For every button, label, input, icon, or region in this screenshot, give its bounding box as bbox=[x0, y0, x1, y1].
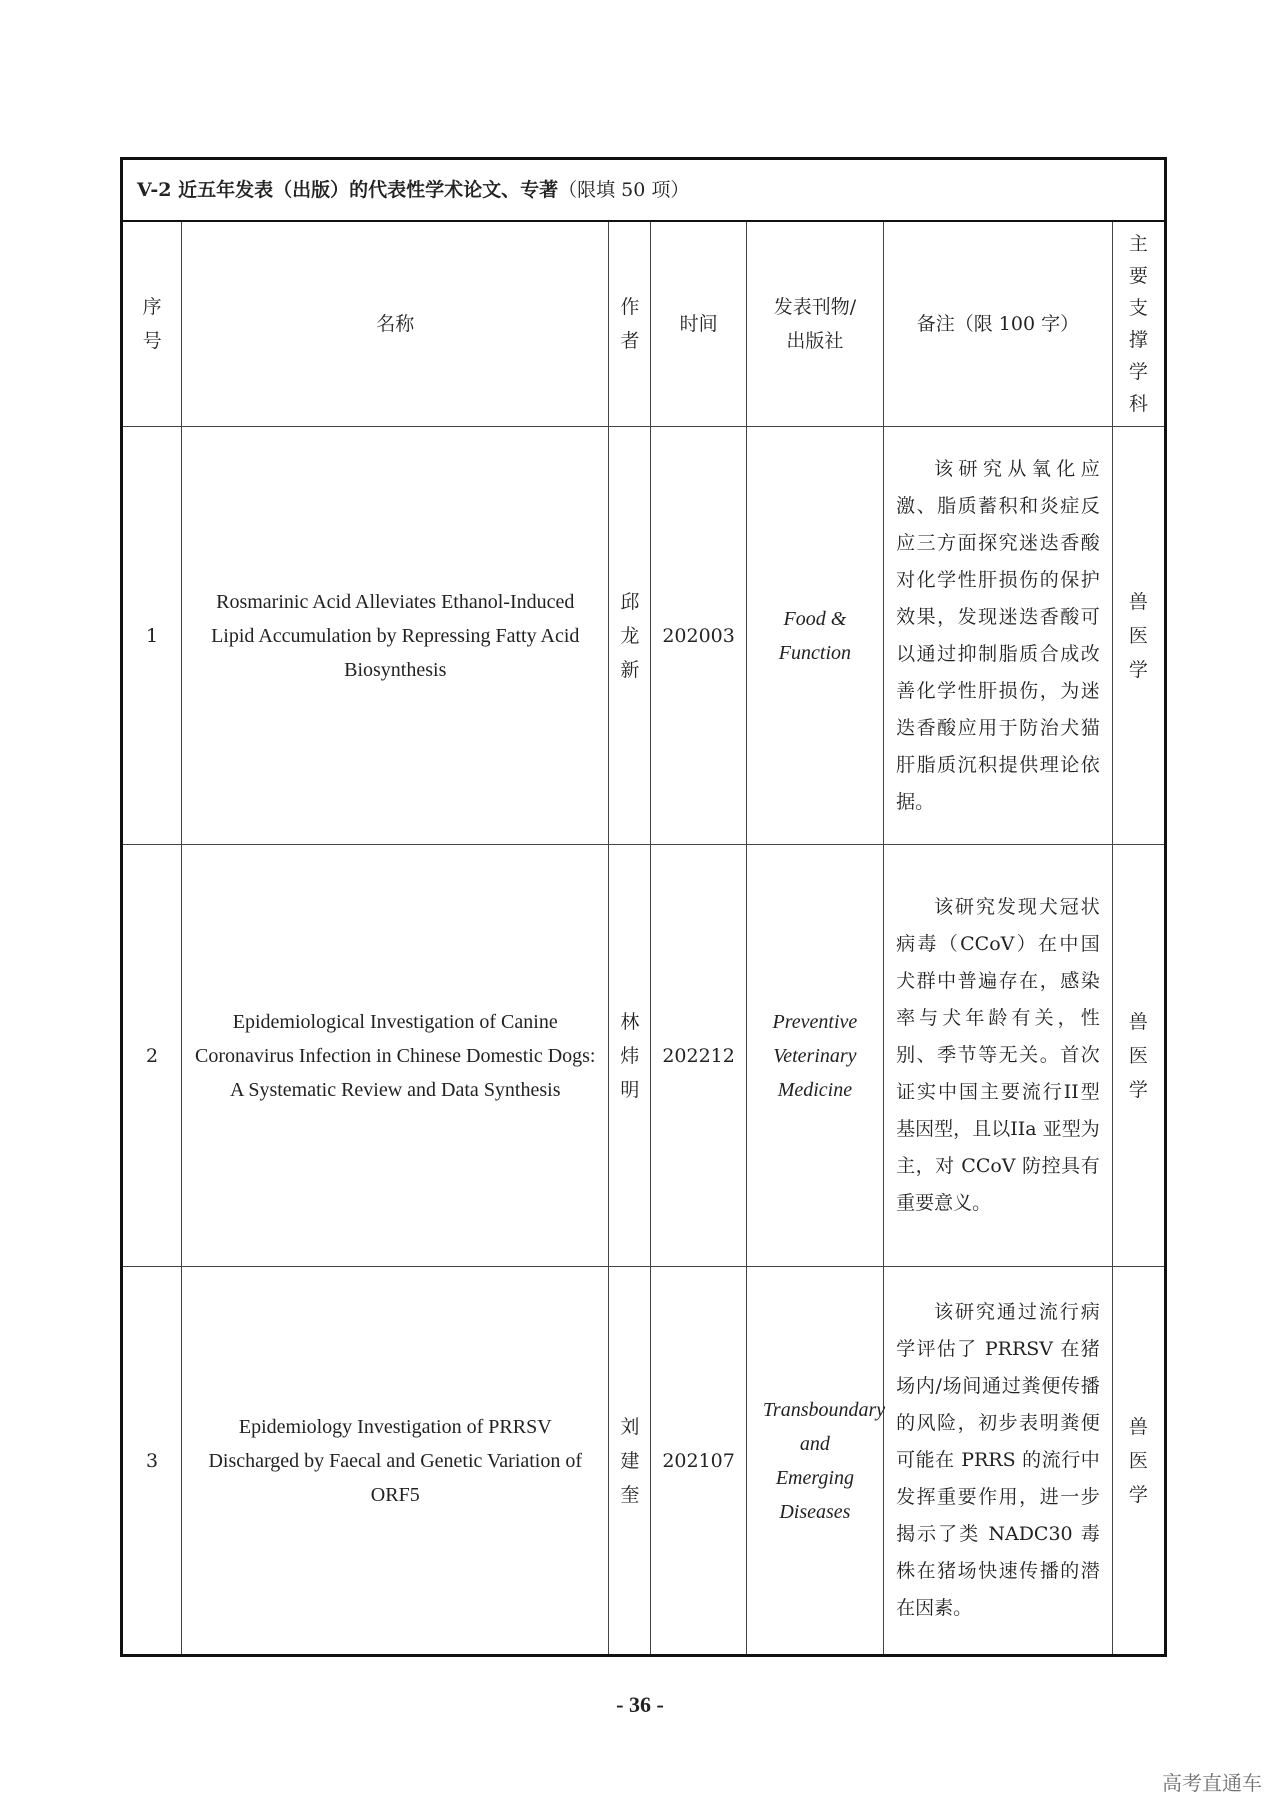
publish-time: 202003 bbox=[662, 624, 735, 647]
header-time-text: 时间 bbox=[679, 313, 718, 335]
row-index bbox=[122, 1267, 182, 1656]
row-remark bbox=[884, 427, 1113, 845]
row-index bbox=[122, 427, 182, 845]
section-title-note: （限填 50 项） bbox=[558, 179, 690, 201]
header-journal bbox=[746, 221, 883, 427]
journal-name: Transboundary and Emerging Diseases bbox=[762, 1398, 886, 1523]
header-discipline bbox=[1112, 221, 1165, 427]
header-author bbox=[609, 221, 651, 427]
header-author-text: 作者 bbox=[620, 296, 640, 352]
publish-time: 202107 bbox=[662, 1449, 735, 1472]
remark-text: 该研究从氧化应激、脂质蓄积和炎症反应三方面探究迷迭香酸对化学性肝损伤的保护效果，发现迷迭香酸可以通过抑制脂质合成改善化学性肝损伤，为迷迭香酸应用于防治犬猫肝脂质沉积提供理论依据。 bbox=[896, 457, 1100, 813]
header-name-text: 名称 bbox=[376, 313, 415, 335]
discipline-text: 兽医学 bbox=[1128, 590, 1148, 681]
header-name bbox=[182, 221, 609, 427]
row-time bbox=[651, 1267, 746, 1656]
remark-text: 该研究发现犬冠状病毒（CCoV）在中国犬群中普遍存在，感染率与犬年龄有关，性别、季节等无关。首次证实中国主要流行II型基因型，且以IIa 亚型为主，对 CCoV 防控具有重要意义。 bbox=[896, 896, 1100, 1214]
discipline-text: 兽医学 bbox=[1128, 1415, 1148, 1506]
header-time bbox=[651, 221, 746, 427]
header-remark-text: 备注（限 100 字） bbox=[916, 313, 1080, 335]
table-row bbox=[122, 845, 1166, 1267]
author-name: 邱龙新 bbox=[620, 590, 640, 681]
header-remark bbox=[884, 221, 1113, 427]
header-journal-text: 发表刊物/出版社 bbox=[773, 296, 857, 352]
row-author bbox=[609, 845, 651, 1267]
publish-time: 202212 bbox=[662, 1044, 735, 1067]
watermark: 高考直通车 bbox=[1162, 1771, 1262, 1795]
section-title-row bbox=[122, 159, 1166, 222]
publications-table bbox=[120, 157, 1167, 1657]
row-author bbox=[609, 427, 651, 845]
header-index bbox=[122, 221, 182, 427]
row-remark bbox=[884, 845, 1113, 1267]
row-discipline bbox=[1112, 1267, 1165, 1656]
row-discipline bbox=[1112, 845, 1165, 1267]
row-remark bbox=[884, 1267, 1113, 1656]
header-index-text: 序号 bbox=[142, 296, 162, 352]
author-name: 林炜明 bbox=[620, 1010, 640, 1101]
row-index-text: 3 bbox=[146, 1449, 159, 1472]
page-number: - 36 - bbox=[616, 1692, 664, 1717]
section-title bbox=[122, 159, 1166, 222]
section-title-text: V-2 近五年发表（出版）的代表性学术论文、专著 bbox=[137, 179, 559, 201]
row-name bbox=[182, 845, 609, 1267]
row-time bbox=[651, 427, 746, 845]
remark-text: 该研究通过流行病学评估了 PRRSV 在猪场内/场间通过粪便传播的风险，初步表明粪便可能在 PRRS 的流行中发挥重要作用，进一步揭示了类 NADC30 毒株在猪场快速传播的潜在因素。 bbox=[896, 1301, 1100, 1619]
journal-name: Food & Function bbox=[778, 607, 852, 664]
row-index-text: 1 bbox=[146, 624, 159, 647]
discipline-text: 兽医学 bbox=[1128, 1010, 1148, 1101]
row-author bbox=[609, 1267, 651, 1656]
table-row bbox=[122, 427, 1166, 845]
paper-title: Rosmarinic Acid Alleviates Ethanol-Induced Lipid Accumulation by Repressing Fatty Acid Biosynthesis bbox=[211, 590, 580, 681]
row-discipline bbox=[1112, 427, 1165, 845]
row-journal bbox=[746, 845, 883, 1267]
row-journal bbox=[746, 1267, 886, 1656]
row-journal bbox=[746, 427, 883, 845]
paper-title: Epidemiological Investigation of Canine Coronavirus Infection in Chinese Domestic Dogs: A Systematic Review and Data Synthesis bbox=[195, 1010, 596, 1101]
header-row bbox=[122, 221, 1166, 427]
paper-title: Epidemiology Investigation of PRRSV Discharged by Faecal and Genetic Variation of ORF5 bbox=[208, 1415, 583, 1506]
header-discipline-text: 主要支撑学科 bbox=[1128, 232, 1148, 415]
row-index-text: 2 bbox=[146, 1044, 159, 1067]
row-name bbox=[182, 427, 609, 845]
journal-name: Preventive Veterinary Medicine bbox=[772, 1010, 858, 1101]
table-row bbox=[122, 1267, 1166, 1656]
row-time bbox=[651, 845, 746, 1267]
row-index bbox=[122, 845, 182, 1267]
author-name: 刘建奎 bbox=[620, 1415, 640, 1506]
row-name bbox=[182, 1267, 609, 1656]
